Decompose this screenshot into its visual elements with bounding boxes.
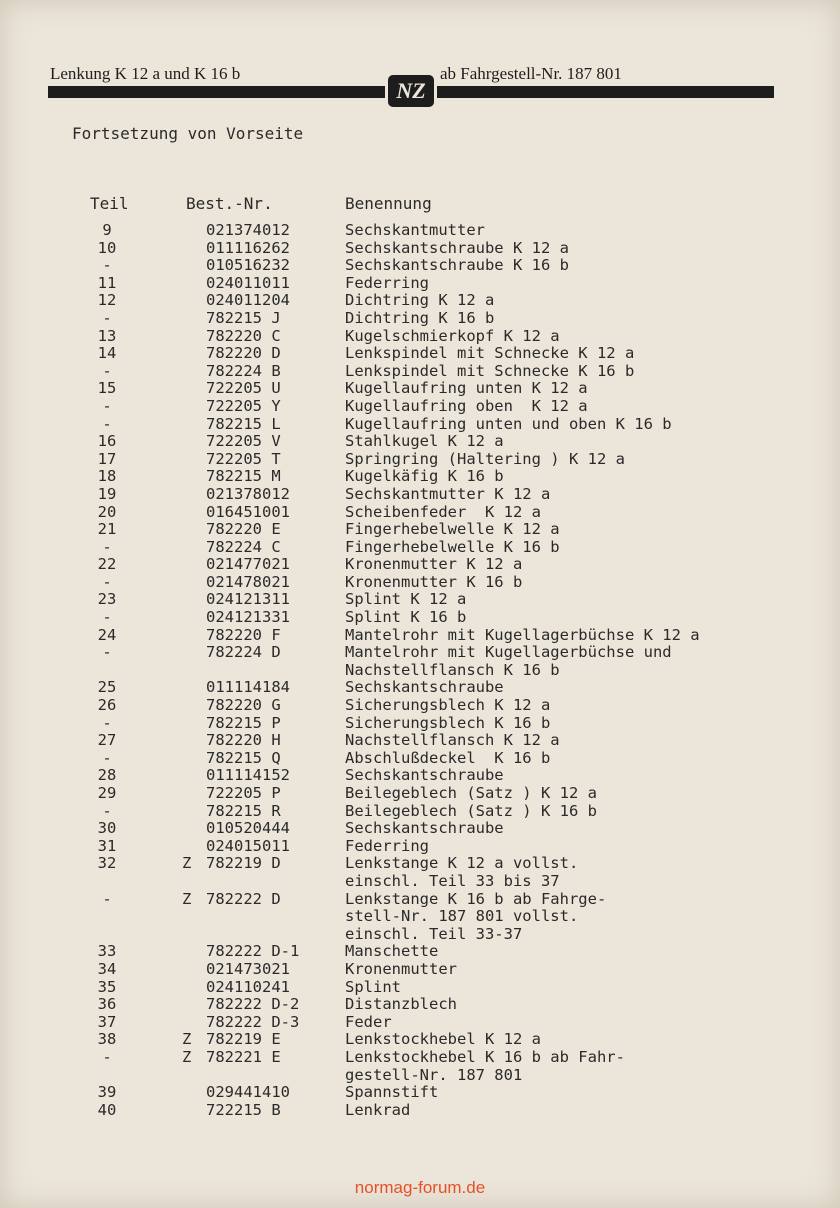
table-row	[0, 363, 840, 381]
table-row	[0, 979, 840, 997]
table-row	[0, 275, 840, 293]
description-line: Lenkstockhebel K 16 b ab Fahr-	[345, 1047, 625, 1066]
table-row	[0, 1031, 840, 1049]
watermark: normag-forum.de	[354, 1178, 486, 1197]
order-number: 782224 D	[206, 643, 281, 662]
description-line: Abschlußdeckel K 16 b	[345, 748, 551, 767]
part-description	[345, 732, 775, 750]
part-number: -	[102, 1047, 112, 1066]
order-number: 021374012	[206, 221, 290, 239]
part-description	[345, 380, 775, 398]
part-description	[345, 644, 775, 679]
order-number: 782215 Q	[206, 748, 281, 767]
part-description	[345, 1084, 775, 1102]
description-line: Fingerhebelwelle K 16 b	[345, 537, 560, 556]
table-row	[0, 222, 840, 240]
part-number: 30	[97, 819, 117, 838]
description-line: Kronenmutter	[345, 959, 457, 978]
table-row	[0, 767, 840, 785]
order-number: 024121331	[206, 608, 290, 627]
description-line: Kronenmutter K 12 a	[345, 555, 523, 574]
part-number: 35	[97, 977, 117, 996]
table-row	[0, 398, 840, 416]
table-row	[0, 627, 840, 645]
table-row	[0, 891, 840, 944]
chassis-number-note: ab Fahrgestell-Nr. 187 801	[440, 64, 622, 83]
order-number: 011114184	[206, 678, 290, 697]
part-number: 40	[97, 1100, 117, 1119]
order-number: 722205 P	[206, 784, 281, 802]
part-description	[345, 275, 775, 293]
description-line: gestell-Nr. 187 801	[345, 1065, 523, 1084]
part-description	[345, 1049, 775, 1084]
description-line: Kugelkäfig K 16 b	[345, 467, 504, 486]
parts-table	[0, 222, 840, 1119]
table-row	[0, 697, 840, 715]
order-number: 782222 D-3	[206, 1012, 300, 1031]
part-number: 15	[97, 379, 117, 398]
part-description	[345, 609, 775, 627]
description-line: Sechskantmutter	[345, 221, 485, 239]
part-description	[345, 398, 775, 416]
description-line: Kronenmutter K 16 b	[345, 572, 523, 591]
part-number: 18	[97, 467, 117, 486]
part-number: 11	[97, 273, 117, 292]
order-number: 782215 P	[206, 713, 281, 732]
part-number: -	[102, 713, 112, 732]
description-line: Lenkstange K 16 b ab Fahrge-	[345, 889, 607, 908]
part-description	[345, 961, 775, 979]
order-number: 021477021	[206, 555, 290, 574]
order-number: 722205 Y	[206, 396, 281, 415]
description-line: Kugelschmierkopf K 12 a	[345, 326, 560, 345]
part-description	[345, 433, 775, 451]
description-line: Federring	[345, 273, 429, 292]
part-description	[345, 785, 775, 803]
part-description	[345, 767, 775, 785]
part-number: 32	[97, 854, 117, 873]
part-number: 28	[97, 766, 117, 785]
order-number: 782215 L	[206, 414, 281, 433]
table-row	[0, 609, 840, 627]
order-number: 782219 E	[206, 1030, 281, 1049]
part-number: 21	[97, 520, 117, 539]
description-line: Springring (Haltering ) K 12 a	[345, 449, 625, 468]
part-number: 19	[97, 484, 117, 503]
description-line: Lenkrad	[345, 1100, 411, 1119]
part-number: 26	[97, 696, 117, 715]
part-description	[345, 556, 775, 574]
section-title: Lenkung K 12 a und K 16 b	[50, 64, 241, 83]
order-number: 722215 B	[206, 1100, 281, 1119]
table-row	[0, 838, 840, 856]
assembly-marker: Z	[182, 1030, 192, 1049]
part-description	[345, 240, 775, 258]
part-number: 22	[97, 555, 117, 574]
table-row	[0, 943, 840, 961]
part-number: 23	[97, 590, 117, 609]
part-number: -	[102, 396, 112, 415]
part-description	[345, 697, 775, 715]
part-number: 17	[97, 449, 117, 468]
description-line: Lenkstockhebel K 12 a	[345, 1030, 541, 1049]
description-line: Federring	[345, 836, 429, 855]
order-number: 782219 D	[206, 854, 281, 873]
part-number: 13	[97, 326, 117, 345]
part-description	[345, 820, 775, 838]
description-line: Stahlkugel K 12 a	[345, 432, 504, 451]
part-number: 16	[97, 432, 117, 451]
description-line: Beilegeblech (Satz ) K 12 a	[345, 784, 597, 802]
table-row	[0, 1084, 840, 1102]
table-row	[0, 504, 840, 522]
description-line: Sechskantschraube	[345, 678, 504, 697]
order-number: 024121311	[206, 590, 290, 609]
assembly-marker: Z	[182, 1047, 192, 1066]
description-line: Nachstellflansch K 12 a	[345, 731, 560, 750]
part-description	[345, 996, 775, 1014]
table-row	[0, 1049, 840, 1084]
description-line: Distanzblech	[345, 995, 457, 1014]
part-description	[345, 468, 775, 486]
part-description	[345, 574, 775, 592]
table-row	[0, 328, 840, 346]
description-line: Kugellaufring oben K 12 a	[345, 396, 588, 415]
order-number: 024011011	[206, 273, 290, 292]
order-number: 024011204	[206, 291, 290, 310]
description-line: Sechskantmutter K 12 a	[345, 484, 551, 503]
part-number: 14	[97, 344, 117, 363]
part-description	[345, 591, 775, 609]
part-number: 38	[97, 1030, 117, 1049]
description-line: Sechskantschraube	[345, 819, 504, 838]
part-description	[345, 838, 775, 856]
part-number: -	[102, 308, 112, 327]
description-line: Beilegeblech (Satz ) K 16 b	[345, 801, 597, 820]
table-row	[0, 1014, 840, 1032]
order-number: 782220 E	[206, 520, 281, 539]
part-description	[345, 416, 775, 434]
part-description	[345, 803, 775, 821]
order-number: 782215 R	[206, 801, 281, 820]
description-line: Dichtring K 12 a	[345, 291, 495, 310]
part-number: 33	[97, 942, 117, 961]
order-number: 782222 D-2	[206, 995, 300, 1014]
part-number: 27	[97, 731, 117, 750]
description-line: Kugellaufring unten K 12 a	[345, 379, 588, 398]
description-line: Mantelrohr mit Kugellagerbüchse K 12 a	[345, 625, 700, 644]
table-row	[0, 433, 840, 451]
part-number: -	[102, 608, 112, 627]
table-row	[0, 644, 840, 679]
order-number: 782224 C	[206, 537, 281, 556]
order-number: 782220 H	[206, 731, 281, 750]
part-description	[345, 451, 775, 469]
table-row	[0, 591, 840, 609]
description-line: Lenkstange K 12 a vollst.	[345, 854, 579, 873]
order-number: 010520444	[206, 819, 290, 838]
table-row	[0, 539, 840, 557]
order-number: 722205 U	[206, 379, 281, 398]
order-number: 021378012	[206, 484, 290, 503]
part-description	[345, 750, 775, 768]
table-row	[0, 679, 840, 697]
part-number: -	[102, 256, 112, 275]
part-number: 31	[97, 836, 117, 855]
order-number: 024110241	[206, 977, 290, 996]
description-line: Nachstellflansch K 16 b	[345, 660, 560, 679]
description-line: Sicherungsblech K 16 b	[345, 713, 551, 732]
column-header-best-nr: Best.-Nr.	[186, 194, 273, 213]
description-line: Sechskantschraube	[345, 766, 504, 785]
table-row	[0, 380, 840, 398]
part-description	[345, 310, 775, 328]
part-description	[345, 679, 775, 697]
table-row	[0, 750, 840, 768]
description-line: Splint K 16 b	[345, 608, 467, 627]
part-number: -	[102, 537, 112, 556]
part-description	[345, 257, 775, 275]
table-row	[0, 416, 840, 434]
part-description	[345, 715, 775, 733]
order-number: 722205 V	[206, 432, 281, 451]
description-line: Splint K 12 a	[345, 590, 467, 609]
part-description	[345, 328, 775, 346]
part-description	[345, 943, 775, 961]
order-number: 782215 M	[206, 467, 281, 486]
description-line: Dichtring K 16 b	[345, 308, 495, 327]
table-row	[0, 574, 840, 592]
description-line: Sechskantschraube K 16 b	[345, 256, 569, 275]
table-row	[0, 521, 840, 539]
description-line: Manschette	[345, 942, 439, 961]
part-number: 34	[97, 959, 117, 978]
part-number: 39	[97, 1083, 117, 1102]
order-number: 010516232	[206, 256, 290, 275]
table-row	[0, 996, 840, 1014]
table-row	[0, 257, 840, 275]
part-description	[345, 504, 775, 522]
table-row	[0, 961, 840, 979]
table-row	[0, 240, 840, 258]
table-row	[0, 855, 840, 890]
order-number: 011114152	[206, 766, 290, 785]
description-line: Mantelrohr mit Kugellagerbüchse und	[345, 643, 672, 662]
order-number: 782220 F	[206, 625, 281, 644]
assembly-marker: Z	[182, 854, 192, 873]
description-line: Feder	[345, 1012, 392, 1031]
table-row	[0, 486, 840, 504]
part-number: 37	[97, 1012, 117, 1031]
order-number: 782220 D	[206, 344, 281, 363]
part-number: -	[102, 361, 112, 380]
part-number: 36	[97, 995, 117, 1014]
table-row	[0, 451, 840, 469]
part-number: 9	[102, 221, 112, 239]
column-header-benennung: Benennung	[345, 194, 432, 213]
description-line: einschl. Teil 33-37	[345, 924, 523, 943]
part-number: -	[102, 889, 112, 908]
table-row	[0, 310, 840, 328]
nz-logo: NZ	[385, 72, 437, 110]
part-number: 29	[97, 784, 117, 802]
order-number: 011116262	[206, 238, 290, 257]
table-row	[0, 345, 840, 363]
continuation-note: Fortsetzung von Vorseite	[72, 124, 304, 143]
order-number: 782221 E	[206, 1047, 281, 1066]
part-description	[345, 855, 775, 890]
table-row	[0, 292, 840, 310]
order-number: 722205 T	[206, 449, 281, 468]
part-description	[345, 363, 775, 381]
part-description	[345, 891, 775, 944]
table-row	[0, 468, 840, 486]
description-line: Scheibenfeder K 12 a	[345, 502, 541, 521]
table-row	[0, 732, 840, 750]
order-number: 782215 J	[206, 308, 281, 327]
part-description	[345, 627, 775, 645]
column-header-teil: Teil	[90, 194, 129, 213]
part-number: 10	[97, 238, 117, 257]
order-number: 782220 C	[206, 326, 281, 345]
assembly-marker: Z	[182, 889, 192, 908]
order-number: 029441410	[206, 1083, 290, 1102]
part-description	[345, 345, 775, 363]
order-number: 782224 B	[206, 361, 281, 380]
part-number: -	[102, 643, 112, 662]
description-line: Kugellaufring unten und oben K 16 b	[345, 414, 672, 433]
part-description	[345, 1031, 775, 1049]
order-number: 782220 G	[206, 696, 281, 715]
part-description	[345, 539, 775, 557]
description-line: einschl. Teil 33 bis 37	[345, 871, 560, 890]
part-description	[345, 1102, 775, 1120]
description-line: Lenkspindel mit Schnecke K 12 a	[345, 344, 635, 363]
part-number: 25	[97, 678, 117, 697]
part-description	[345, 979, 775, 997]
part-number: -	[102, 414, 112, 433]
part-description	[345, 521, 775, 539]
description-line: Spannstift	[345, 1083, 439, 1102]
description-line: Sechskantschraube K 12 a	[345, 238, 569, 257]
part-description	[345, 292, 775, 310]
part-number: 12	[97, 291, 117, 310]
table-row	[0, 803, 840, 821]
table-row	[0, 820, 840, 838]
part-description	[345, 222, 775, 240]
description-line: Sicherungsblech K 12 a	[345, 696, 551, 715]
part-number: -	[102, 748, 112, 767]
order-number: 021473021	[206, 959, 290, 978]
table-row	[0, 556, 840, 574]
part-number: -	[102, 572, 112, 591]
part-number: 20	[97, 502, 117, 521]
order-number: 024015011	[206, 836, 290, 855]
description-line: Splint	[345, 977, 401, 996]
order-number: 782222 D-1	[206, 942, 300, 961]
description-line: stell-Nr. 187 801 vollst.	[345, 907, 579, 926]
table-row	[0, 1102, 840, 1120]
part-description	[345, 486, 775, 504]
order-number: 021478021	[206, 572, 290, 591]
description-line: Lenkspindel mit Schnecke K 16 b	[345, 361, 635, 380]
description-line: Fingerhebelwelle K 12 a	[345, 520, 560, 539]
part-description	[345, 1014, 775, 1032]
order-number: 782222 D	[206, 889, 281, 908]
part-number: 24	[97, 625, 117, 644]
order-number: 016451001	[206, 502, 290, 521]
table-row	[0, 715, 840, 733]
part-number: -	[102, 801, 112, 820]
table-row	[0, 785, 840, 803]
